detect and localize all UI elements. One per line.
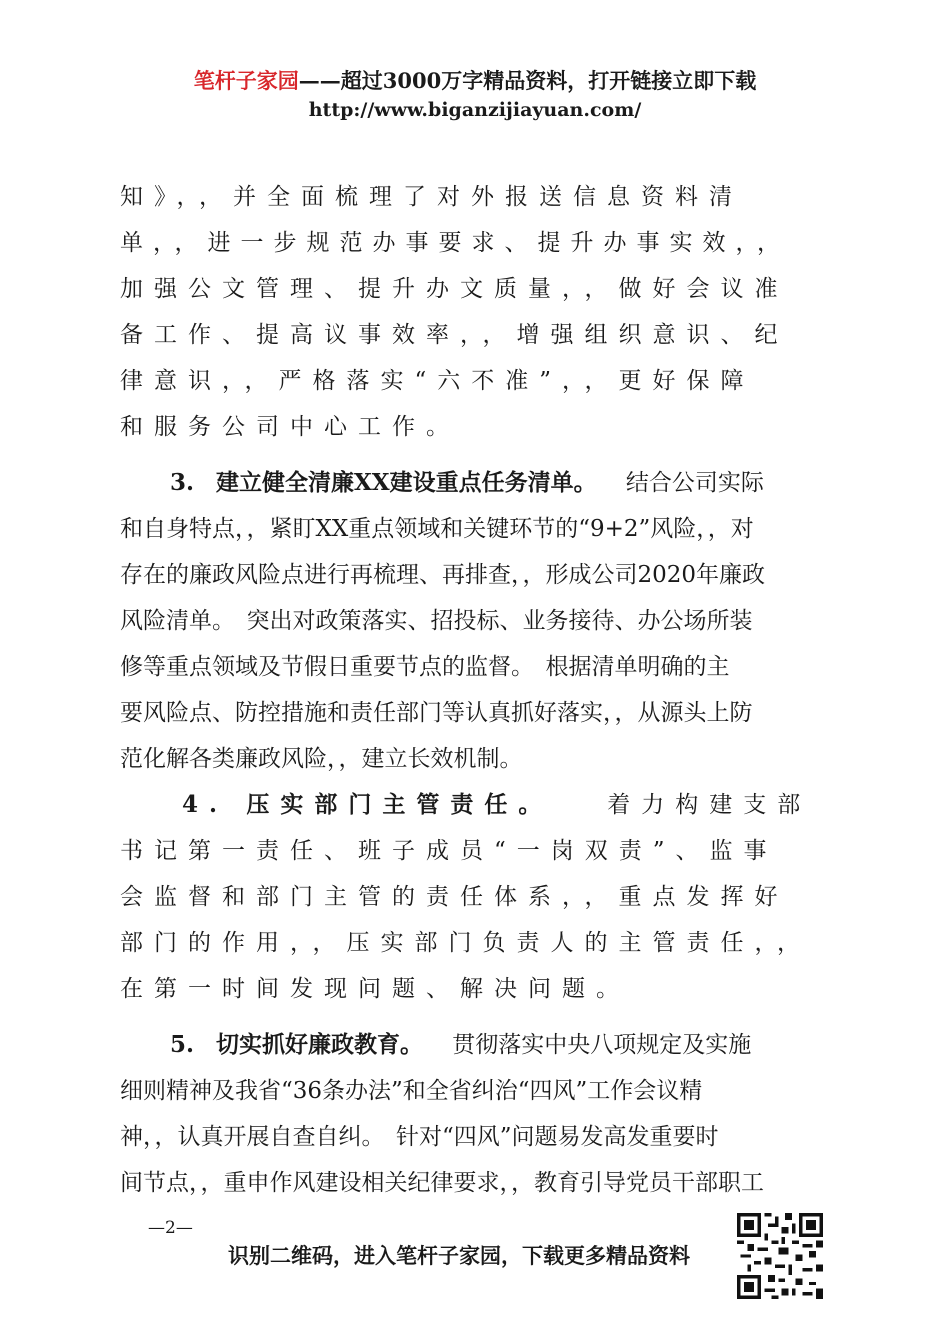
paragraph-line: 在第一时间发现问题、解决问题。 bbox=[120, 976, 630, 1002]
paragraph-line: 知》，，并全面梳理了对外报送信息资料清 bbox=[120, 184, 743, 210]
paragraph-line: 范化解各类廉政风险，，建立长效机制。 bbox=[120, 746, 523, 772]
paragraph-line: 间节点，，重申作风建设相关纪律要求，，教育引导党员干部职工 bbox=[120, 1170, 764, 1196]
brand-name[interactable]: 笔杆子家园 bbox=[193, 68, 299, 93]
paragraph-line: 要风险点、防控措施和责任部门等认真抓好落实，，从源头上防 bbox=[120, 700, 753, 726]
item-number: 3. bbox=[170, 469, 195, 496]
item-text: 结合公司实际 bbox=[625, 470, 764, 496]
item-heading: 压实部门主管责任。 bbox=[246, 791, 553, 818]
paragraph-line: 会监督和部门主管的责任体系，，重点发挥好 bbox=[120, 884, 789, 910]
paragraph-line: 和自身特点，，紧盯XX重点领域和关键环节的“9+2”风险，，对 bbox=[120, 516, 754, 542]
header-url[interactable]: http://www.biganzijiayuan.com/ bbox=[308, 99, 642, 121]
paragraph-line: 书记第一责任、班子成员“一岗双责”、监事 bbox=[120, 838, 778, 864]
header-line bbox=[0, 66, 950, 96]
paragraph-line: 细则精神及我省“36条办法”和全省纠治“四风”工作会议精 bbox=[120, 1078, 703, 1104]
item-heading-line bbox=[120, 460, 830, 506]
paragraph-line: 神，，认真开展自查自纠。 针对“四风”问题易发高发重要时 bbox=[120, 1124, 719, 1150]
page-number: —2— bbox=[148, 1218, 193, 1238]
qr-code-icon[interactable] bbox=[737, 1213, 823, 1299]
paragraph-line: 存在的廉政风险点进行再梳理、再排查，，形成公司2020年廉政 bbox=[120, 562, 766, 588]
item-heading: 切实抓好廉政教育。 bbox=[215, 1031, 423, 1058]
paragraph-line: 风险清单。 突出对政策落实、招投标、业务接待、办公场所装 bbox=[120, 608, 753, 634]
item-heading-line bbox=[120, 1022, 830, 1068]
paragraph-line: 和服务公司中心工作。 bbox=[120, 414, 460, 440]
header-tagline: ——超过3000万字精品资料，打开链接立即下载 bbox=[298, 68, 757, 93]
footer-text: 识别二维码，进入笔杆子家园，下载更多精品资料 bbox=[228, 1243, 690, 1268]
paragraph-line: 部门的作用，，压实部门负责人的主管责任，， bbox=[120, 930, 811, 956]
item-heading: 建立健全清廉XX建设重点任务清单。 bbox=[215, 469, 597, 496]
page-header bbox=[0, 66, 950, 124]
paragraph-line: 备工作、提高议事效率，，增强组织意识、纪 bbox=[120, 322, 789, 348]
document-body bbox=[120, 174, 830, 1206]
item-text: 贯彻落实中央八项规定及实施 bbox=[452, 1032, 752, 1058]
item-number: 5. bbox=[170, 1031, 195, 1058]
paragraph-line: 加强公文管理、提升办文质量，，做好会议准 bbox=[120, 276, 789, 302]
paragraph-line: 单，，进一步规范办事要求、提升办事实效，， bbox=[120, 230, 790, 256]
item-text: 着力构建支部 bbox=[607, 792, 812, 818]
paragraph-line: 律意识，，严格落实“六不准”，，更好保障 bbox=[120, 368, 755, 394]
item-number: 4. bbox=[182, 791, 229, 818]
paragraph-line: 修等重点领域及节假日重要节点的监督。 根据清单明确的主 bbox=[120, 654, 730, 680]
item-heading-line bbox=[120, 782, 830, 828]
